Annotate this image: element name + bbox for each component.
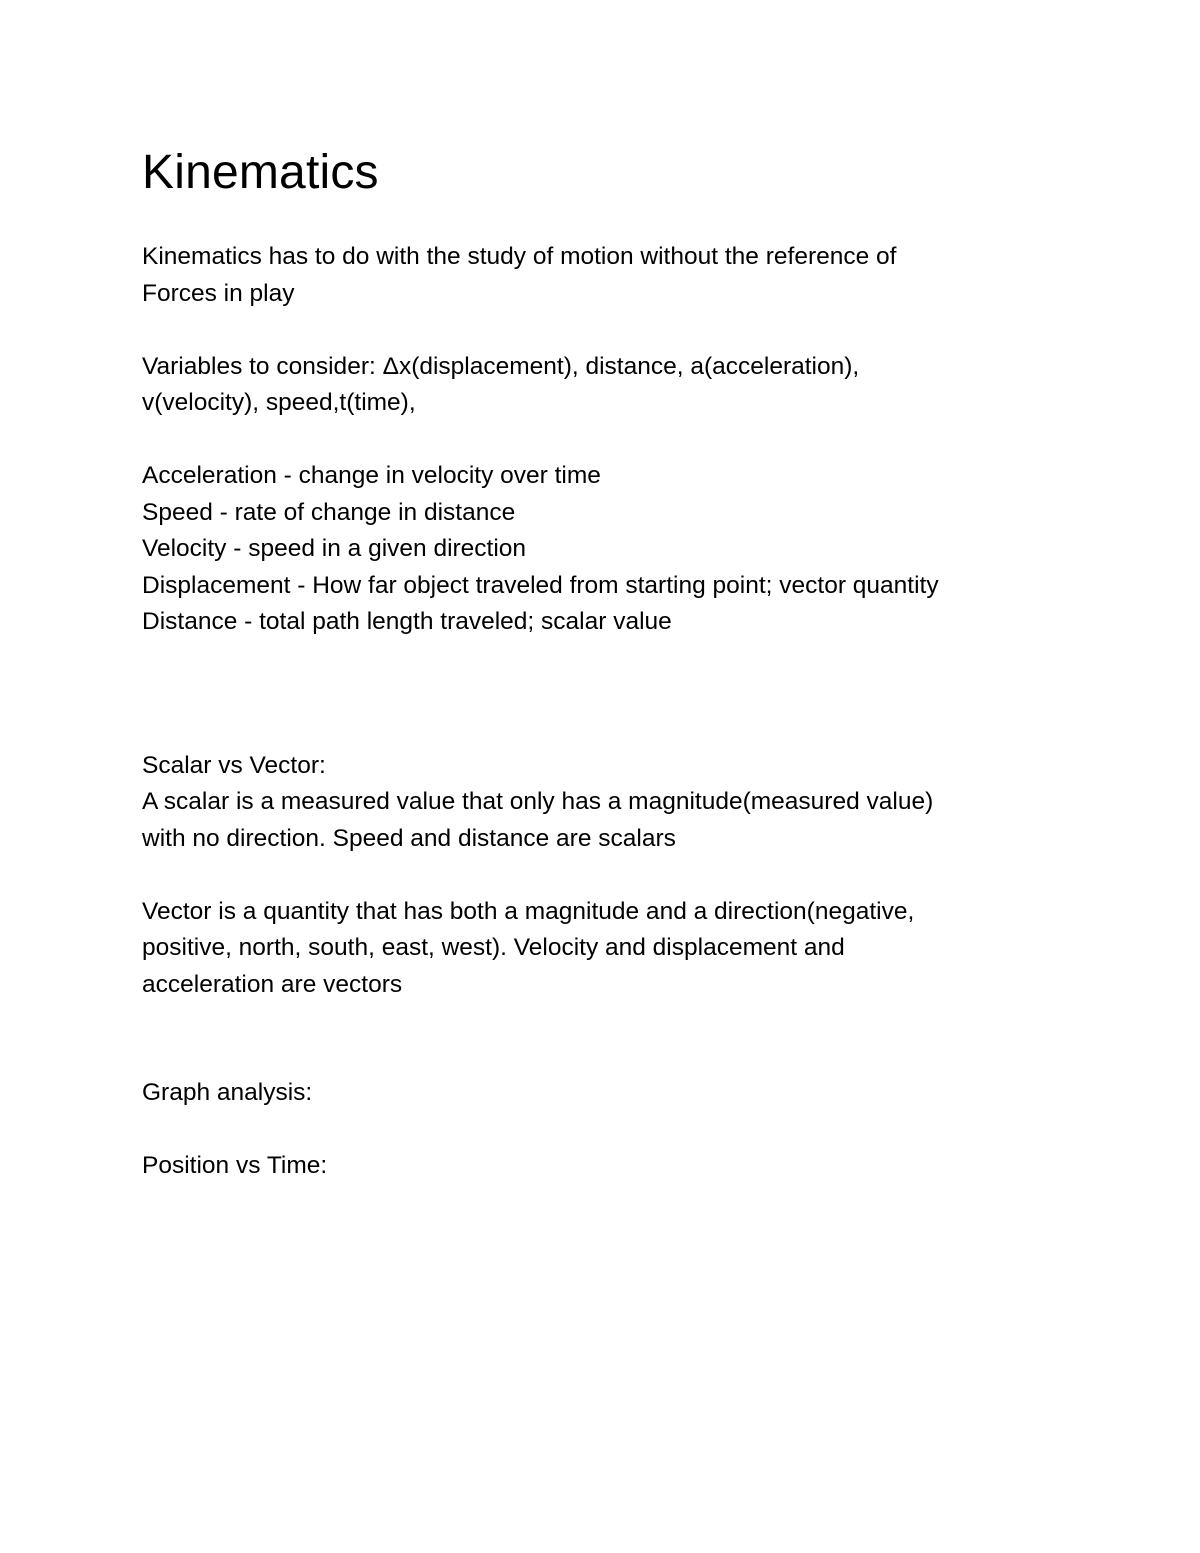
graph-analysis-label: Graph analysis:	[142, 1079, 313, 1106]
scalar-line-1: A scalar is a measured value that only has a magnitude(measured value)	[142, 788, 934, 815]
definitions-list	[142, 458, 1082, 641]
scalar-vector-heading: Scalar vs Vector:	[142, 751, 326, 779]
document-body	[142, 144, 1082, 1185]
spacer	[142, 422, 1082, 459]
document-title: Kinematics	[142, 146, 379, 199]
vector-line-3: acceleration are vectors	[142, 970, 403, 998]
intro-paragraph	[142, 239, 1082, 312]
spacer	[142, 857, 1082, 894]
scalar-vector-section	[142, 748, 1082, 858]
spacer	[142, 1112, 1082, 1149]
spacer	[142, 641, 1082, 748]
spacer	[142, 1003, 1082, 1075]
definition-displacement: Displacement - How far object traveled from starting point; vector quantity	[142, 571, 939, 599]
intro-line-1: Kinematics has to do with the study of motion without the reference of	[142, 243, 897, 270]
variables-line-2: v(velocity), speed,t(time),	[142, 389, 416, 416]
definition-velocity: Velocity - speed in a given direction	[142, 535, 527, 562]
spacer	[142, 312, 1082, 349]
position-vs-time-heading	[142, 1148, 1082, 1185]
vector-line-2: positive, north, south, east, west). Velocity and displacement and	[142, 934, 845, 961]
definition-distance: Distance - total path length traveled; scalar value	[142, 608, 672, 635]
variables-line-1: Variables to consider: Δx(displacement), distance, a(acceleration),	[142, 352, 860, 380]
vector-line-1: Vector is a quantity that has both a magnitude and a direction(negative,	[142, 897, 915, 925]
vector-paragraph	[142, 894, 1082, 1004]
definition-acceleration: Acceleration - change in velocity over time	[142, 462, 601, 489]
position-vs-time-label: Position vs Time:	[142, 1152, 328, 1179]
intro-line-2: Forces in play	[142, 279, 295, 307]
graph-analysis-heading	[142, 1075, 1082, 1112]
definition-speed: Speed - rate of change in distance	[142, 498, 516, 526]
scalar-line-2: with no direction. Speed and distance are scalars	[142, 824, 676, 852]
variables-paragraph	[142, 349, 1082, 422]
